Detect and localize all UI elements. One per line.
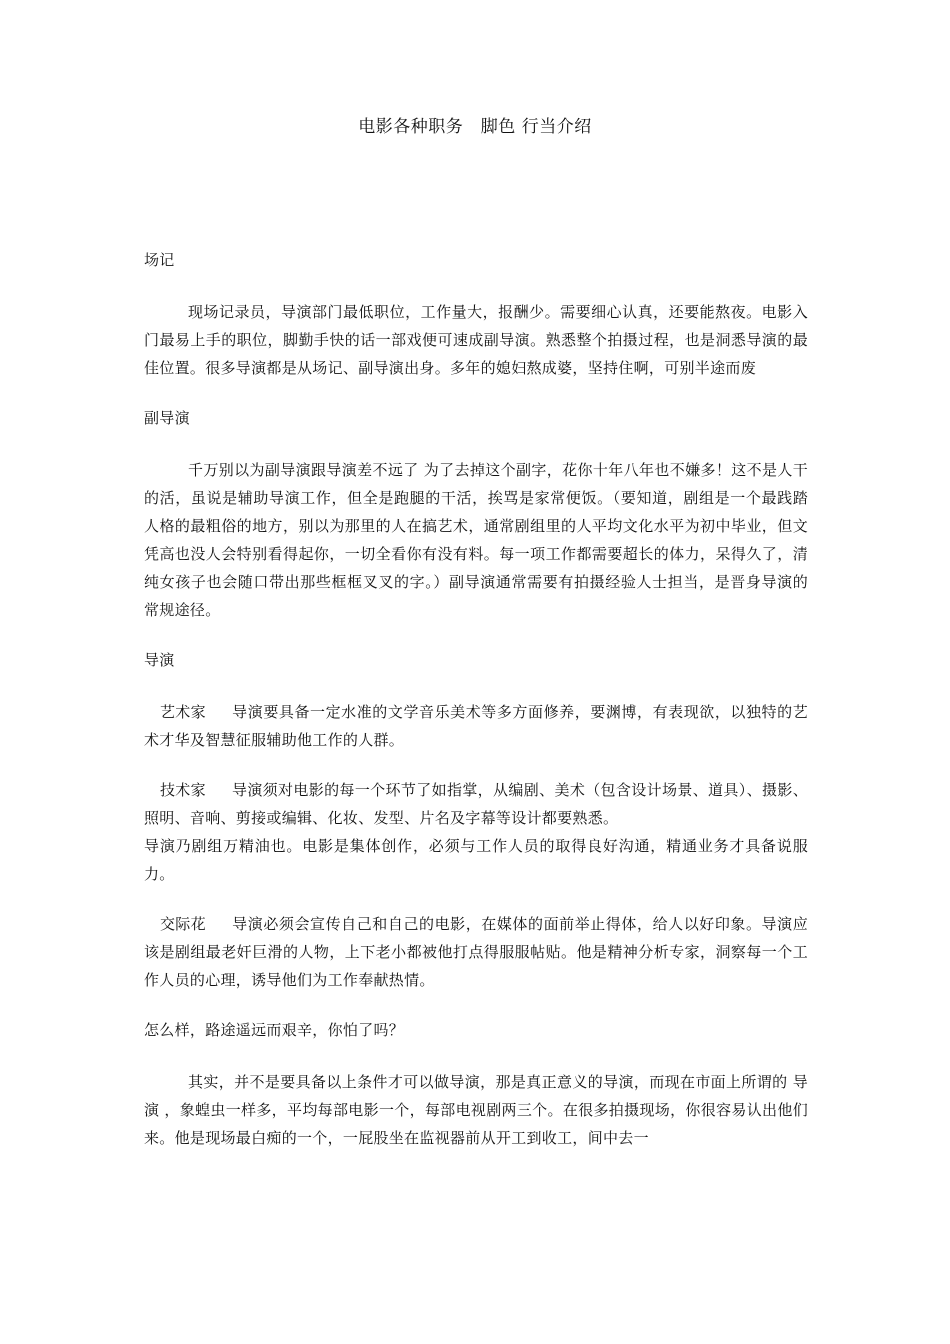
role-socialite <box>144 910 808 994</box>
role-term-artist: 艺术家 <box>160 703 206 721</box>
section-heading-question: 怎么样，路途遥远而艰辛，你怕了吗？ <box>144 1021 405 1039</box>
section-paragraph-fudaoyan: 千万别以为副导演跟导演差不远了 为了去掉这个副字，花你十年八年也不嫌多！这不是人干的活，虽说是辅助导演工作，但全是跑腿的干活，挨骂是家常便饭。（要知道，剧组是一个最践踏人格的最粗俗的地方，别以为那里的人在搞艺术，通常剧组里的人平均文化水平为初中毕业，但文凭高也没人会特别看得起你，一切全看你有没有料。每一项工作都需要超长的体力，呆得久了，清纯女孩子也会随口带出那些框框叉叉的字。）副导演通常需要有拍摄经验人士担当，是晋身导演的常规途径。 <box>144 461 808 619</box>
document-title: 电影各种职务 脚色 行当介绍 <box>358 117 592 137</box>
role-term-socialite: 交际花 <box>160 915 206 933</box>
section-heading-changji: 场记 <box>144 251 175 269</box>
role-term-technician: 技术家 <box>160 781 206 799</box>
role-extra-technician: 导演乃剧组万精油也。电影是集体创作，必须与工作人员的取得良好沟通，精通业务才具备说服力。 <box>144 837 808 883</box>
role-artist <box>144 698 808 754</box>
role-text-artist: 导演要具备一定水准的文学音乐美术等多方面修养，要渊博，有表现欲，以独特的艺术才华及智慧征服辅助他工作的人群。 <box>144 703 808 749</box>
document-body <box>144 246 808 1152</box>
role-technician <box>144 776 808 832</box>
role-text-socialite: 导演必须会宣传自己和自己的电影，在媒体的面前举止得体，给人以好印象。导演应该是剧组最老奸巨滑的人物，上下老小都被他打点得服服帖贴。他是精神分析专家，洞察每一个工作人员的心理，诱导他们为工作奉献热情。 <box>144 915 808 989</box>
section-heading-daoyan: 导演 <box>144 651 175 669</box>
role-text-technician: 导演须对电影的每一个环节了如指掌，从编剧、美术（包含设计场景、道具）、摄影、照明、音响、剪接或编辑、化妆、发型、片名及字幕等设计都要熟悉。 <box>144 781 808 827</box>
section-paragraph-conclusion: 其实，并不是要具备以上条件才可以做导演，那是真正意义的导演，而现在市面上所谓的 导演 ，象蝗虫一样多，平均每部电影一个，每部电视剧两三个。在很多拍摄现场，你很容易认出他们来。他是现场最白痴的一个，一屁股坐在监视器前从开工到收工，间中去一 <box>144 1073 808 1147</box>
section-heading-fudaoyan: 副导演 <box>144 409 190 427</box>
section-paragraph-changji: 现场记录员，导演部门最低职位，工作量大，报酬少。需要细心认真，还要能熬夜。电影入门最易上手的职位，脚勤手快的话一部戏便可速成副导演。熟悉整个拍摄过程，也是洞悉导演的最佳位置。很多导演都是从场记、副导演出身。多年的媳妇熬成婆，坚持住啊，可别半途而废 <box>144 303 808 377</box>
